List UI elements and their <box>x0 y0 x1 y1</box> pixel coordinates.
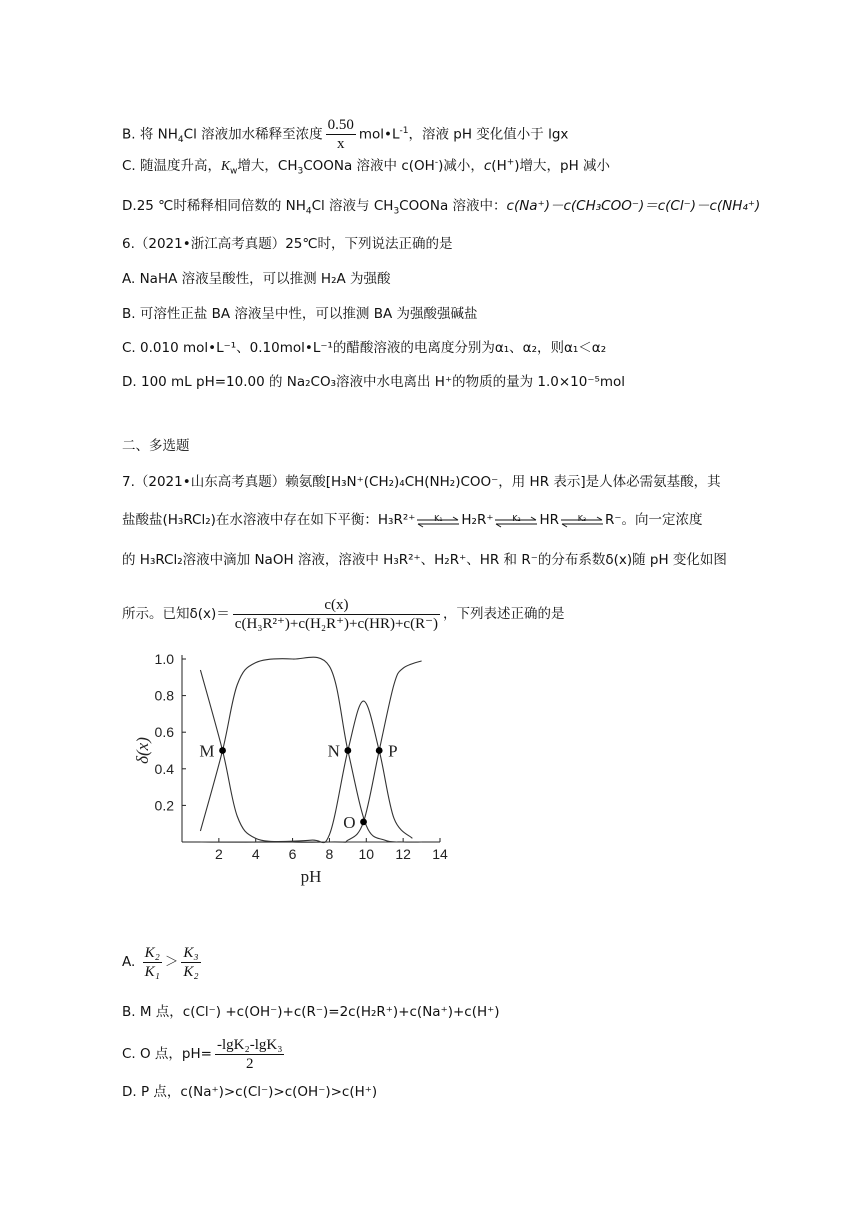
q7-stem-line3: 的 H₃RCl₂溶液中滴加 NaOH 溶液，溶液中 H₃R²⁺、H₂R⁺、HR 和 R⁻的分布系数δ(x)随 pH 变化如图 <box>122 552 727 568</box>
q7-stem-line1: 7.（2021•山东高考真题）赖氨酸[H₃N⁺(CH₂)₄CH(NH₂)COO⁻，用 HR 表示]是人体必需氨基酸，其 <box>122 474 721 490</box>
point-P <box>376 747 383 754</box>
equilibrium-arrow-icon: K₂ <box>494 512 538 528</box>
point-label-O: O <box>343 812 356 832</box>
distribution-chart <box>133 644 480 894</box>
y-tick-label: 0.4 <box>154 760 174 777</box>
y-axis-label: δ(x) <box>133 737 152 764</box>
equilibrium-arrow-icon: K₁ <box>416 512 460 528</box>
x-tick-label: 2 <box>214 846 223 862</box>
point-O <box>360 818 367 825</box>
x-tick-label: 6 <box>288 846 297 862</box>
series-line-3 <box>200 701 412 843</box>
y-tick-label: 1.0 <box>154 651 174 667</box>
q7-option-b: B. M 点，c(Cl⁻) +c(OH⁻)+c(R⁻)=2c(H₂R⁺)+c(Na⁺)+c(H⁺) <box>122 1004 500 1020</box>
equilibrium-arrow-icon: K₃ <box>560 512 604 528</box>
point-N <box>344 747 351 754</box>
point-label-N: N <box>327 741 340 761</box>
section-heading: 二、多选题 <box>122 438 190 454</box>
q6-option-c: C. 0.010 mol•L⁻¹、0.10mol•L⁻¹的醋酸溶液的电离度分别为α₁、α₂，则α₁＜α₂ <box>122 340 607 356</box>
q5-option-b: B. 将 $NH_4Cl$ 溶液加水稀释至浓度 $\frac{0.50}{x}$ $mol•L^{-1}$，溶液 pH 变化值小于 lgx <box>122 117 569 152</box>
x-tick-label: 4 <box>251 846 260 862</box>
x-tick-label: 10 <box>358 846 375 862</box>
q6-stem: 6.（2021•浙江高考真题）25℃时，下列说法正确的是 <box>122 236 453 252</box>
fraction-ph: $\frac{\text{-lgK₂-lgK₃}}{2}$ <box>216 1036 283 1072</box>
point-label-M: M <box>199 741 215 761</box>
x-axis-label: pH <box>300 867 322 886</box>
x-tick-label: 14 <box>432 846 448 862</box>
fraction: $\frac{0.50}{x}$ <box>327 117 354 152</box>
point-M <box>219 747 226 754</box>
x-tick-label: 8 <box>325 846 334 862</box>
y-tick-label: 0.2 <box>154 797 174 814</box>
q7-option-d: D. P 点，c(Na⁺)>c(Cl⁻)>c(OH⁻)>c(H⁺) <box>122 1084 378 1100</box>
y-tick-label: 0.6 <box>154 724 174 741</box>
q6-option-a: A. NaHA 溶液呈酸性，可以推测 H₂A 为强酸 <box>122 271 391 287</box>
x-tick-label: 12 <box>395 846 411 862</box>
fraction-k2-k1: $\frac{\text{K₂}}{\text{K₁}}$ <box>144 944 160 980</box>
q5-option-c: C. 随温度升高，$K_w$增大，$CH_3COONa$ 溶液中 c(OH-)减小，c(H+)增大，pH 减小 <box>122 157 611 177</box>
q6-option-b: B. 可溶性正盐 BA 溶液呈中性，可以推测 BA 为强酸强碱盐 <box>122 306 478 322</box>
q6-option-d: D. 100 mL pH=10.00 的 Na₂CO₃溶液中水电离出 H⁺的物质的量为 1.0×10⁻⁵mol <box>122 374 626 390</box>
q7-stem-line4: 所示。已知δ(x)＝ $\frac{c(x)}{\text{c(H₃R²⁺)+c(H₂R⁺)+c(HR)+c(R⁻)}}$ ，下列表述正确的是 <box>122 596 565 632</box>
point-label-P: P <box>388 741 398 761</box>
q7-option-c: C. O 点，pH= $\frac{\text{-lgK₂-lgK₃}}{2}$ <box>122 1036 283 1072</box>
q5-option-d: D.25 ℃时稀释相同倍数的 $NH_4Cl$ 溶液与 $CH_3COONa$ 溶液中：c(Na⁺)－c(CH₃COO⁻)＝c(Cl⁻)－c(NH₄⁺) <box>122 198 761 217</box>
y-tick-label: 0.8 <box>154 687 174 704</box>
fraction-k3-k2: $\frac{\text{K₃}}{\text{K₂}}$ <box>183 944 199 980</box>
q7-option-a: A. $\frac{\text{K₂}}{\text{K₁}}$ ＞ $\frac{\text{K₃}}{\text{K₂}}$ <box>122 944 199 980</box>
q7-stem-line2: 盐酸盐(H₃RCl₂)在水溶液中存在如下平衡：H₃R²⁺ K₁ H₂R⁺ K₂ HR K₃ R⁻。向一定浓度 <box>122 512 703 528</box>
distribution-fraction: $\frac{c(x)}{\text{c(H₃R²⁺)+c(H₂R⁺)+c(HR)+c(R⁻)}}$ <box>234 596 438 632</box>
